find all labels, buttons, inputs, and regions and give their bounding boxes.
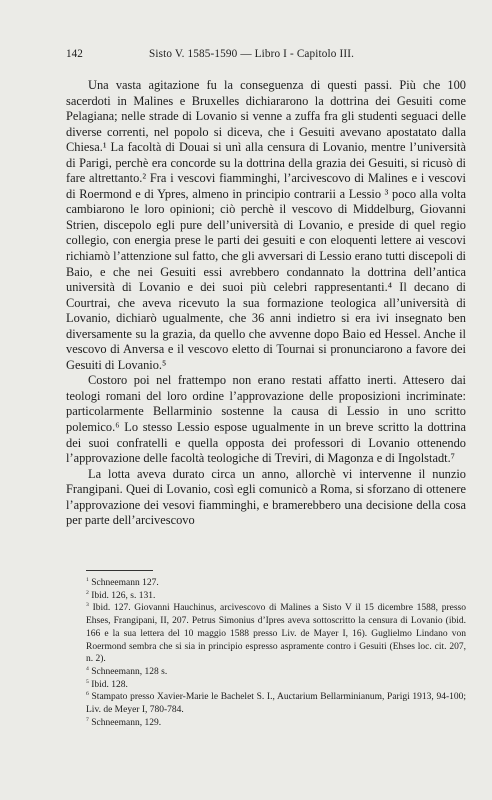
footnote-text: Schneemann, 129. xyxy=(91,717,162,728)
footnote-divider xyxy=(86,570,153,571)
footnote-mark: 5 xyxy=(86,678,89,685)
footnote-text: Ibid. 126, s. 131. xyxy=(91,590,156,601)
footnote xyxy=(86,590,466,603)
footnote-mark: 2 xyxy=(86,589,89,596)
footnote-text: Schneemann 127. xyxy=(91,578,159,588)
footnote-mark: 7 xyxy=(86,716,89,723)
footnote xyxy=(86,577,466,590)
footnote-text: Ibid. 127. Giovanni Hauchinus, arcivescovo di Malines a Sisto V il 15 dicembre 1588, presso Ehses, Frangipani, II, 207. Petrus Simonius d’Ipres aveva sottoscritto la censura di Lovanio (ibid. 166 e la sua lettera del 10 maggio 1588 presso Liv. de Mayer I, 16). Guglielmo Lindano von Roermond sembra che si sia in principio espresso aspramente contro i Gesuiti (Ehses loc. cit. 207, n. 2). xyxy=(86,603,467,665)
footnote xyxy=(86,602,466,666)
footnote-mark: 6 xyxy=(86,691,89,698)
paragraph: Costoro poi nel frattempo non erano restati affatto inerti. Attesero dai teologi romani del loro ordine l’approvazione delle proposizioni incriminate: particolarmente Bellarminio sostenne la causa di Lessio in uno scritto polemico.⁶ Lo stesso Lessio espose ugualmente in un breve scritto la dottrina dei suoi confratelli e quella opposta dei professori di Lovanio ottenendo l’approvazione delle facoltà teologiche di Treviri, di Magonza e di Ingolstadt.⁷ xyxy=(66,373,466,466)
footnotes xyxy=(66,577,466,729)
footnote-text: Stampato presso Xavier-Marie le Bachelet S. I., Auctarium Bellarminianum, Parigi 1913, 94-100; Liv. de Meyer I, 780-784. xyxy=(86,692,467,716)
footnote-text: Schneemann, 128 s. xyxy=(91,666,168,677)
running-title: Sisto V. 1585-1590 — Libro I - Capitolo III. xyxy=(149,48,355,60)
footnote xyxy=(86,666,466,679)
paragraph: La lotta aveva durato circa un anno, allorchè vi intervenne il nunzio Frangipani. Quei di Lovanio, così egli comunicò a Roma, si sforzano di ottenere l’approvazione dei vesovi fiamminghi, e bramerebbero una decisione della cosa per parte dell’arcivescovo xyxy=(66,466,466,528)
footnote-text: Ibid. 128. xyxy=(91,679,128,690)
page-number: 142 xyxy=(66,48,83,60)
footnote xyxy=(86,717,466,730)
footnote-mark: 4 xyxy=(86,665,89,672)
footnote-mark: 3 xyxy=(86,602,89,609)
paragraph: Una vasta agitazione fu la conseguenza di questi passi. Più che 100 sacerdoti in Malines e Bruxelles dichiararono la dottrina dei Gesuiti come Pelagiana; nelle strade di Lovanio si venne a zuffa fra gli studenti seguaci delle diverse correnti, nel popolo si diceva, che i Gesuiti avevano apostatato dalla Chiesa.¹ La facoltà di Douai si unì alla censura di Lovanio, mentre l’università di Parigi, perchè era concorde su la dottrina della grazia dei Gesuiti, si ricusò di fare altrettanto.² Fra i vescovi fiamminghi, l’arcivescovo di Malines e i vescovi di Roermond e di Ypres, almeno in principio contrarii a Lessio ³ poco alla volta cambiarono le loro opinioni; ciò perchè il vescovo di Middelburg, Giovanni Strien, discepolo egli pure dell’università di Lovanio, e preside di quel regio collegio, con energia prese le parti dei gesuiti e con eloquenti lettere ai vescovi richiamò l’attenzione sul fatto, che gli avversari di Lessio erano tutti discepoli di Baio, e che nei Gesuiti essi avrebbero condannato la dottrina dell’antica università di Lovanio e dei suoi più celebri rappresentanti.⁴ Il decano di Courtrai, che aveva ricevuto la sua formazione teologica all’università di Lovanio, dichiarò ugualmente, che 36 anni indietro si era ivi insegnato ben diversamente su la grazia, da quello che avvenne dopo Baio ed Hessel. Anche il vescovo di Anversa e il vescovo eletto di Tournai si pronunciarono a favore dei Gesuiti di Lovanio.⁵ xyxy=(66,78,466,372)
body-text xyxy=(66,78,466,529)
footnote xyxy=(86,691,466,716)
footnote-mark: 1 xyxy=(86,576,89,583)
footnote xyxy=(86,679,466,692)
